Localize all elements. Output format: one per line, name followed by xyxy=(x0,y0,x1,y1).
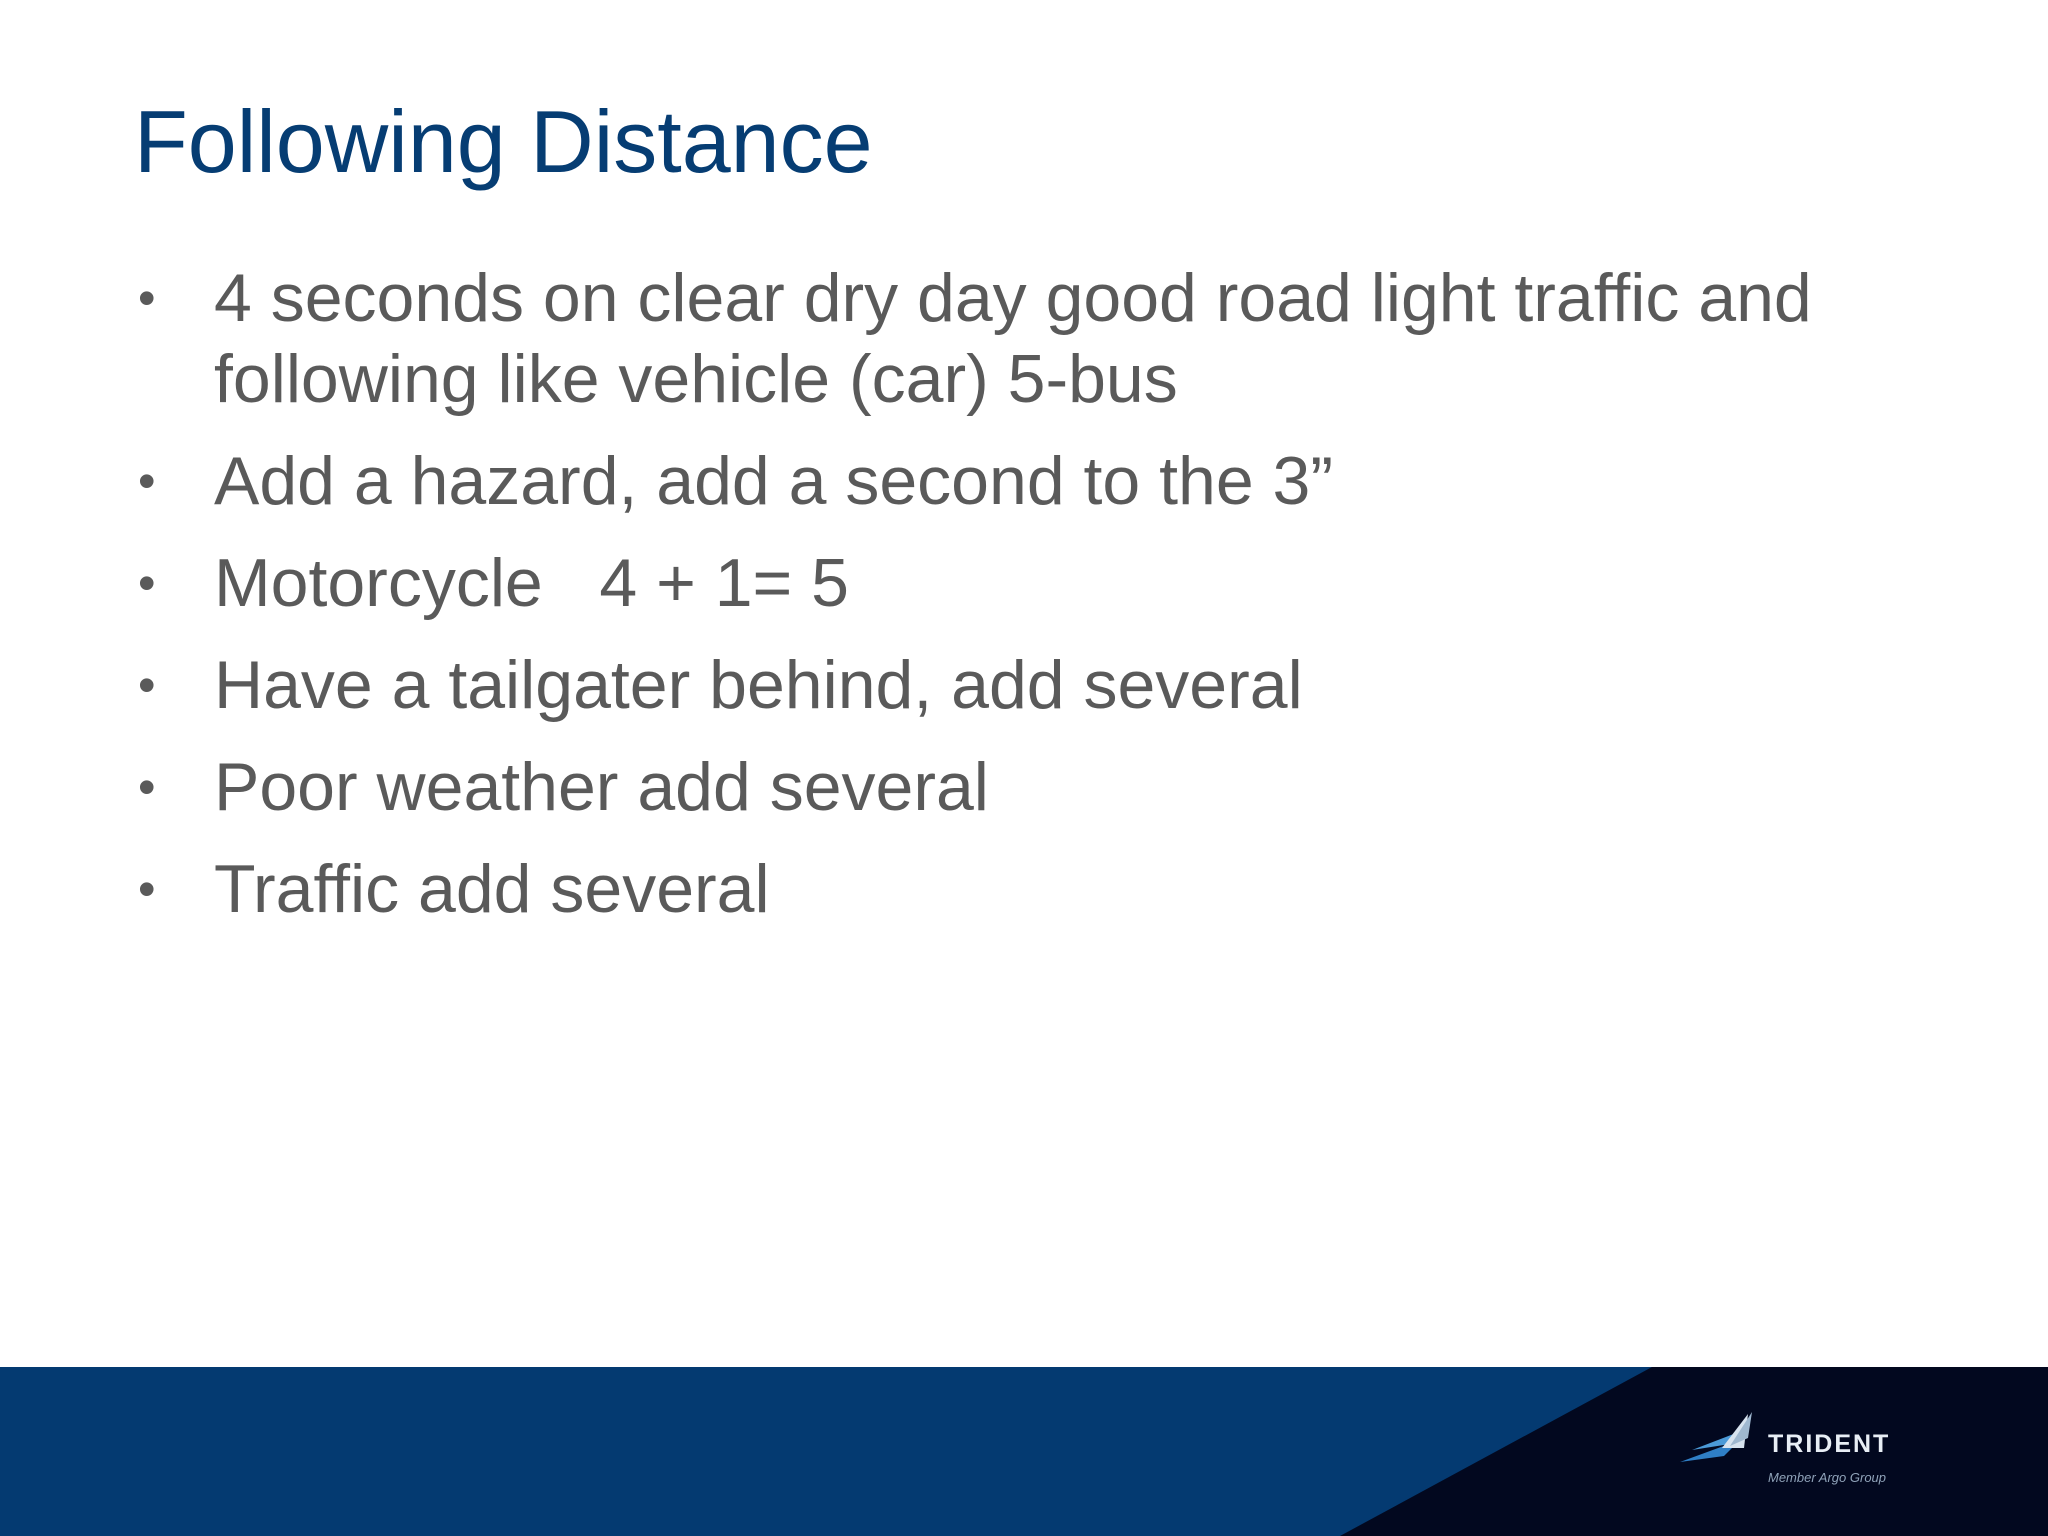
bullet-marker: • xyxy=(138,759,156,815)
bullet-marker: • xyxy=(138,453,156,509)
brand-name: TRIDENT xyxy=(1768,1430,1891,1458)
bullet-text: Have a tailgater behind, add several xyxy=(214,647,1303,723)
bullet-item xyxy=(134,747,1954,828)
bullet-text: 4 seconds on clear dry day good road light traffic and following like vehicle (car) 5-bus xyxy=(214,260,1831,417)
bullet-item xyxy=(134,441,1954,522)
bullet-text: Poor weather add several xyxy=(214,749,989,825)
brand-tagline: Member Argo Group xyxy=(1768,1470,1887,1485)
bullet-item xyxy=(134,645,1954,726)
bullet-list xyxy=(134,258,1954,951)
bullet-text: Traffic add several xyxy=(214,851,770,927)
bullet-text: Add a hazard, add a second to the 3” xyxy=(214,443,1334,519)
bullet-marker: • xyxy=(138,861,156,917)
slide-title: Following Distance xyxy=(134,92,873,191)
bullet-marker: • xyxy=(138,657,156,713)
bullet-marker: • xyxy=(138,555,156,611)
bullet-item xyxy=(134,849,1954,930)
bullet-item xyxy=(134,543,1954,624)
bullet-marker: • xyxy=(138,270,156,326)
brand-logo xyxy=(1678,1410,1918,1500)
bullet-item xyxy=(134,258,1954,420)
bullet-text: Motorcycle 4 + 1= 5 xyxy=(214,545,849,621)
trident-logo-icon xyxy=(1678,1410,1768,1470)
